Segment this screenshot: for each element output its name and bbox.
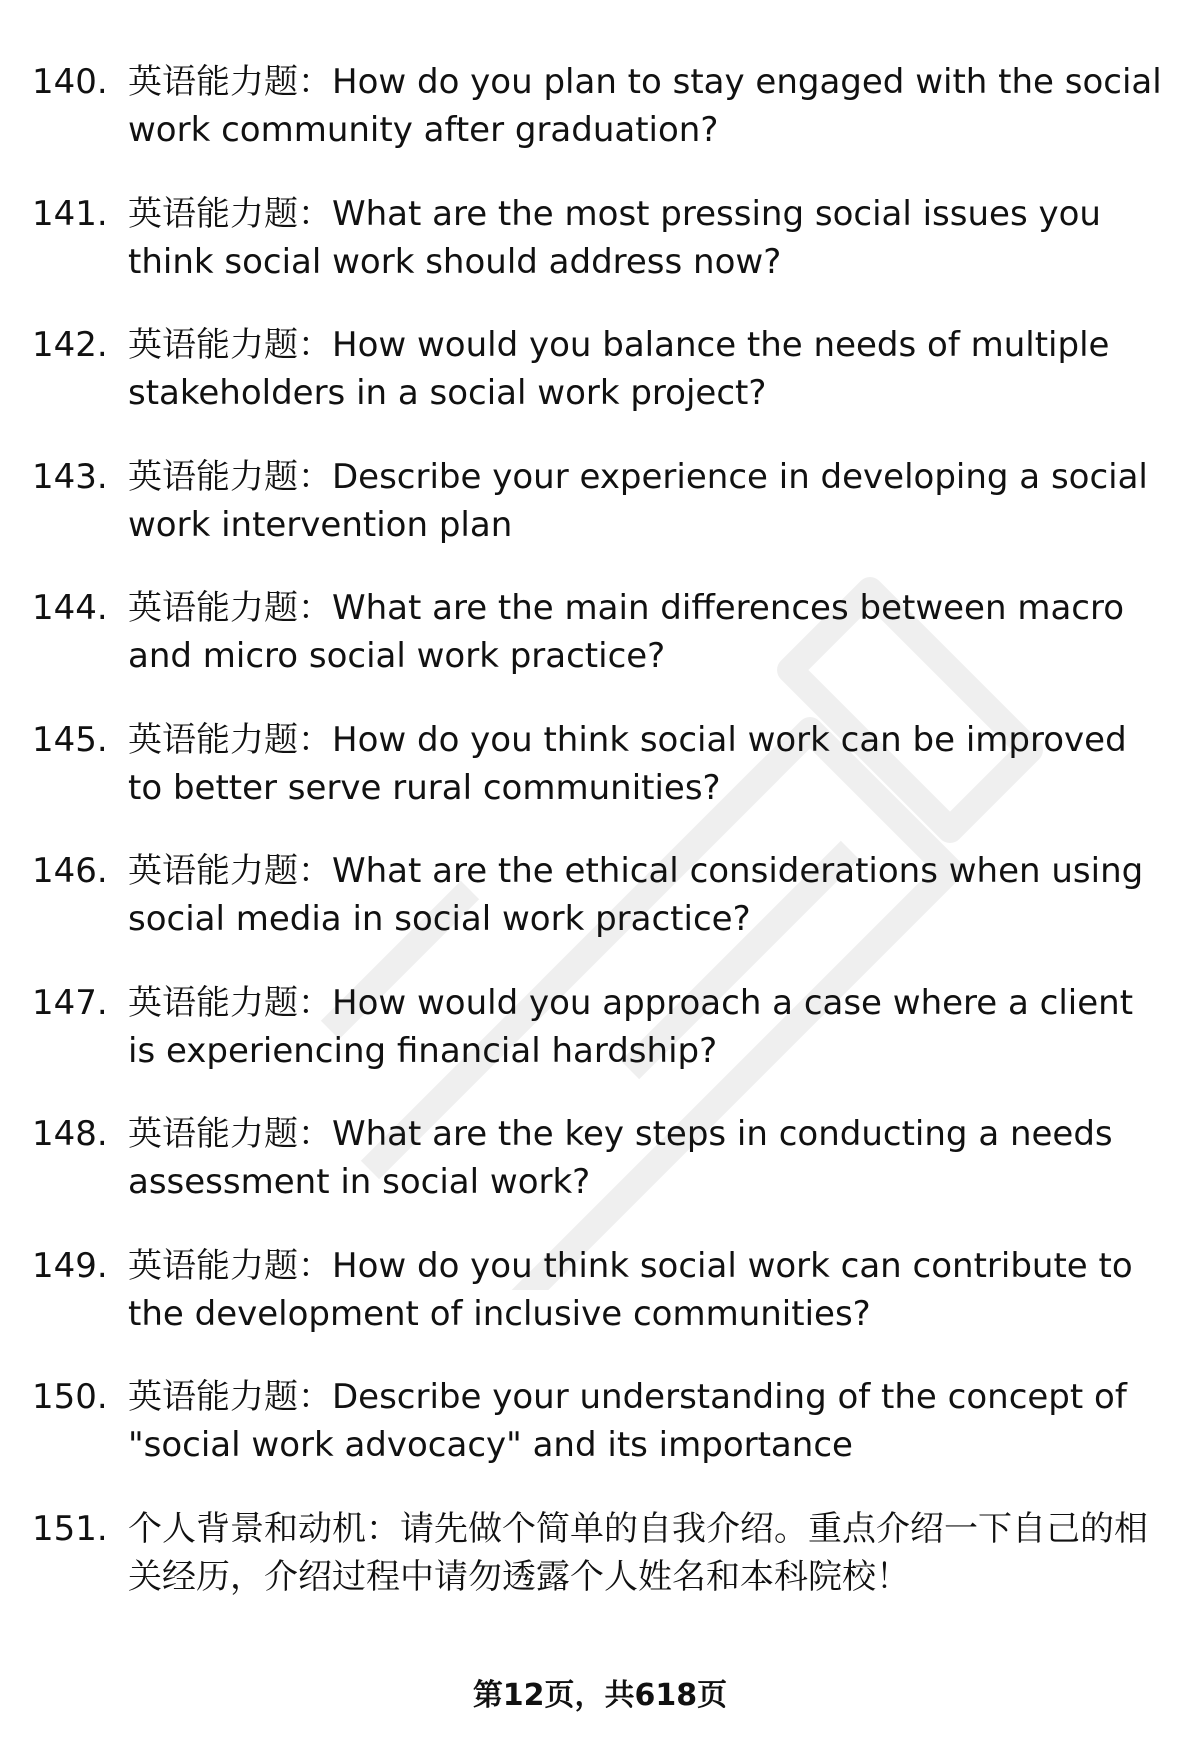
question-number: 146. [32,851,108,891]
list-item [0,190,1200,322]
list-item [0,1373,1200,1505]
list-item [0,584,1200,716]
question-text: 英语能力题：How do you plan to stay engaged with the social work community after graduation? [128,62,1162,150]
question-text: 英语能力题：What are the key steps in conducting a needs assessment in social work? [128,1114,1113,1202]
question-text: 英语能力题：How would you balance the needs of multiple stakeholders in a social work project? [128,325,1110,413]
question-number: 151. [32,1508,108,1549]
question-text: 英语能力题：What are the main differences between macro and micro social work practice? [128,588,1125,676]
question-text: 英语能力题：How do you think social work can contribute to the development of inclusive communities? [128,1245,1133,1334]
question-number: 143. [32,456,108,497]
question-text: 英语能力题：What are the most pressing social issues you think social work should address now? [128,193,1101,282]
question-number: 144. [32,588,108,628]
question-number: 147. [32,982,108,1023]
list-item [0,1110,1200,1242]
page-indicator: 第12页，共618页 [472,1678,728,1713]
question-text: 英语能力题：How would you approach a case where a client is experiencing financial hardship? [128,982,1134,1071]
question-number: 141. [32,193,108,234]
list-item [0,979,1200,1111]
question-text: 英语能力题：Describe your experience in developing a social work intervention plan [128,456,1148,545]
list-item [0,1242,1200,1374]
question-list [0,58,1200,1636]
question-number: 145. [32,719,108,760]
list-item [0,321,1200,453]
question-number: 140. [32,62,108,102]
question-number: 150. [32,1377,108,1417]
question-number: 149. [32,1245,108,1286]
list-item [0,58,1200,190]
list-item [0,453,1200,585]
question-number: 142. [32,325,108,365]
list-item [0,847,1200,979]
list-item [0,716,1200,848]
question-text: 个人背景和动机：请先做个简单的自我介绍。重点介绍一下自己的相关经历，介绍过程中请勿透露个人姓名和本科院校！ [128,1508,1148,1597]
list-item [0,1505,1200,1637]
question-text: 英语能力题：Describe your understanding of the concept of "social work advocacy" and its importance [128,1377,1127,1465]
question-number: 148. [32,1114,108,1154]
question-text: 英语能力题：What are the ethical considerations when using social media in social work practice? [128,851,1144,939]
question-text: 英语能力题：How do you think social work can be improved to better serve rural communities? [128,719,1127,808]
